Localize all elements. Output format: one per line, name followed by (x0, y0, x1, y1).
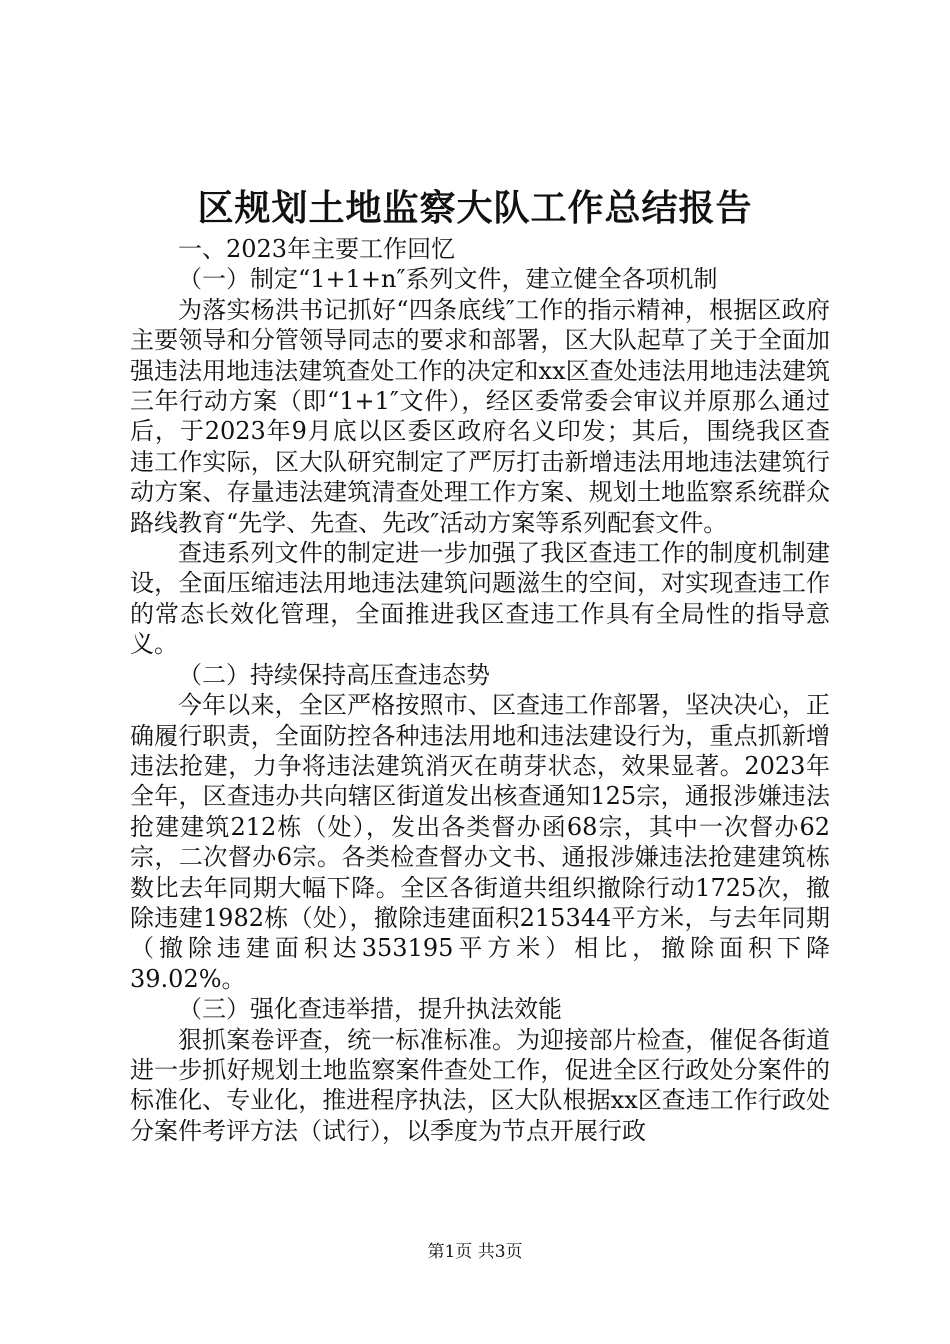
subsection-heading-3: （三）强化查违举措，提升执法效能 (178, 995, 562, 1024)
page-footer: 第1页 共3页 (427, 1242, 523, 1262)
document-body (130, 234, 830, 1146)
paragraph-1: 为落实杨洪书记抓好“四条底线″工作的指示精神，根据区政府主要领导和分管领导同志的要求和部署，区大队起草了关于全面加强违法用地违法建筑查处工作的决定和xx区查处违法用地违法建筑三年行动方案（即“1+1″文件），经区委常委会审议并原那么通过后，于2023年9月底以区委区政府名义印发；其后，围绕我区查违工作实际，区大队研究制定了严厉打击新增违法用地违法建筑行动方案、存量违法建筑清查处理工作方案、规划土地监察系统群众路线教育“先学、先查、先改″活动方案等系列配套文件。 (130, 295, 830, 537)
section-heading-1: 一、2023年主要工作回忆 (178, 235, 456, 263)
subsection-heading-2: （二）持续保持高压查违态势 (178, 660, 490, 689)
document-title: 区规划土地监察大队工作总结报告 (197, 187, 753, 229)
paragraph-2: 查违系列文件的制定进一步加强了我区查违工作的制度机制建设，全面压缩违法用地违法建筑问题滋生的空间，对实现查违工作的常态长效化管理，全面推进我区查违工作具有全局性的指导意义。 (130, 539, 830, 659)
paragraph-3: 今年以来，全区严格按照市、区查违工作部署，坚决决心，正确履行职责，全面防控各种违法用地和违法建设行为，重点抓新增违法抢建，力争将违法建筑消灭在萌芽状态，效果显著。2023年全年，区查违办共向辖区街道发出核查通知125宗，通报涉嫌违法抢建建筑212栋（处），发出各类督办函68宗，其中一次督办62宗，二次督办6宗。各类检查督办文书、通报涉嫌违法抢建建筑栋数比去年同期大幅下降。全区各街道共组织撤除行动1725次，撤除违建1982栋（处），撤除违建面积215344平方米，与去年同期（撤除违建面积达353195平方米）相比，撤除面积下降39.02%。 (130, 691, 830, 993)
paragraph-4: 狠抓案卷评查，统一标准标准。为迎接部片检查，催促各街道进一步抓好规划土地监察案件查处工作，促进全区行政处分案件的标准化、专业化，推进程序执法，区大队根据xx区查违工作行政处分案件考评方法（试行），以季度为节点开展行政 (130, 1025, 830, 1145)
subsection-heading-1: （一）制定“1+1+n″系列文件，建立健全各项机制 (178, 265, 718, 294)
